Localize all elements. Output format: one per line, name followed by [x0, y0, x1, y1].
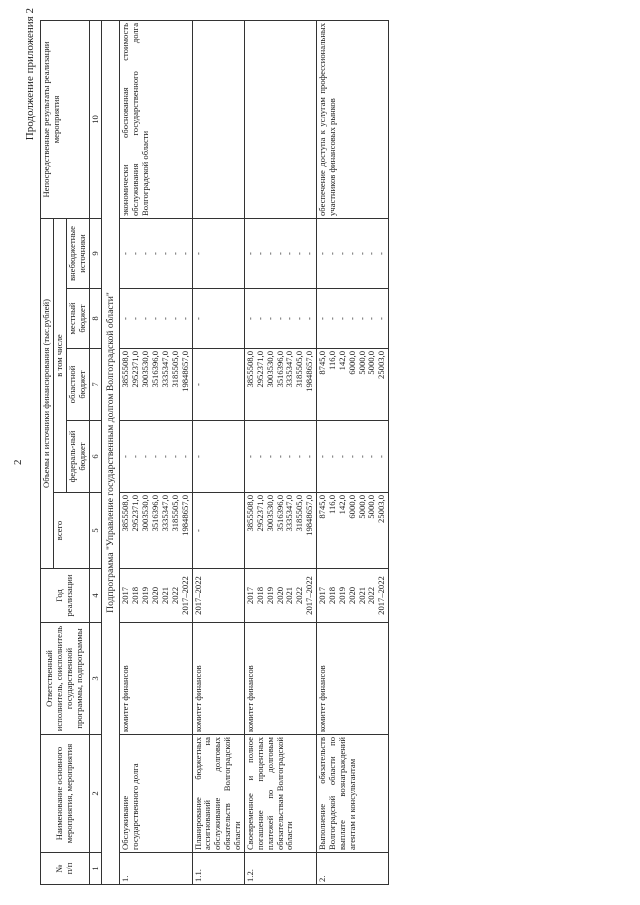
page-number: 2	[12, 459, 24, 465]
row-federal: - - - - - - -	[120, 421, 192, 493]
col-number: 5	[89, 493, 102, 569]
header-total: всего	[53, 493, 89, 569]
row-num: 2.	[317, 853, 389, 885]
row-name: Выполнение обязательств Волгоградской области по выплате вознаграждений агентам и консультантам	[317, 735, 389, 853]
header-responsible: Ответственный исполнитель, соисполнитель государственной программы, подпрограммы	[41, 623, 90, 735]
col-number: 7	[89, 349, 102, 421]
col-number: 9	[89, 218, 102, 288]
header-regional: областной бюджет	[66, 349, 89, 421]
row-result	[192, 20, 244, 218]
row-federal: - - - - - - -	[317, 421, 389, 493]
row-total: 3855508,0 2952371,0 3003530,0 3516396,0 3335347,0 3185505,0 19848657,0	[244, 493, 316, 569]
header-name: Наименование основного мероприятия, мероприятия	[41, 735, 90, 853]
row-name: Своевременное и полное погашение процентных платежей по долговым обязательствам Волгоградской области	[244, 735, 316, 853]
header-extra: внебюджетные источники	[66, 218, 89, 288]
row-local: - - - - - - -	[317, 289, 389, 349]
column-number-row	[89, 20, 102, 884]
row-extra: - - - - - - -	[120, 218, 192, 288]
row-name: Планирование бюджетных ассигнований на обслуживание долговых обязательств Волгоградской области	[192, 735, 244, 853]
col-number: 10	[89, 20, 102, 218]
row-responsible: комитет финансов	[244, 623, 316, 735]
header-row-1	[41, 20, 54, 884]
row-num: 1.2.	[244, 853, 316, 885]
row-extra: - - - - - - -	[317, 218, 389, 288]
subprogram-title: Подпрограмма "Управление государственным долгом Волгоградской области"	[102, 20, 120, 884]
header-funding: Объемы и источники финансирования (тыс.рублей)	[41, 218, 54, 568]
col-number: 3	[89, 623, 102, 735]
row-extra: - - - - - - -	[244, 218, 316, 288]
row-total: -	[192, 493, 244, 569]
col-number: 6	[89, 421, 102, 493]
continuation-note: Продолжение приложения 2	[24, 8, 36, 141]
row-years: 2017–2022	[192, 569, 244, 623]
row-result	[244, 20, 316, 218]
header-num: № п/п	[41, 853, 90, 885]
program-table	[40, 20, 389, 885]
header-including: в том числе	[53, 218, 66, 492]
table-row	[192, 20, 244, 884]
col-number: 4	[89, 569, 102, 623]
row-regional: 3855508,0 2952371,0 3003530,0 3516396,0 3335347,0 3185505,0 19848657,0	[120, 349, 192, 421]
header-local: местный бюджет	[66, 289, 89, 349]
table-row	[244, 20, 316, 884]
row-responsible: комитет финансов	[192, 623, 244, 735]
row-num: 1.1.	[192, 853, 244, 885]
row-local: -	[192, 289, 244, 349]
table-row	[120, 20, 192, 884]
row-years: 2017 2018 2019 2020 2021 2022 2017–2022	[244, 569, 316, 623]
row-federal: -	[192, 421, 244, 493]
row-regional: 3855508,0 2952371,0 3003530,0 3516396,0 3335347,0 3185505,0 19848657,0	[244, 349, 316, 421]
row-name: Обслуживание государственного долга	[120, 735, 192, 853]
row-result: экономически обоснованная стоимость обслуживания государственного долга Волгоградской области	[120, 20, 192, 218]
col-number: 1	[89, 853, 102, 885]
header-federal: федераль-ный бюджет	[66, 421, 89, 493]
row-extra: -	[192, 218, 244, 288]
header-results: Непосредственные результаты реализации мероприятия	[41, 20, 90, 218]
row-responsible: комитет финансов	[317, 623, 389, 735]
row-local: - - - - - - -	[120, 289, 192, 349]
row-total: 8745,0 116,0 142,0 6000,0 5000,0 5000,0 25003,0	[317, 493, 389, 569]
subprogram-row	[102, 20, 120, 884]
row-regional: -	[192, 349, 244, 421]
row-federal: - - - - - - -	[244, 421, 316, 493]
row-responsible: комитет финансов	[120, 623, 192, 735]
col-number: 2	[89, 735, 102, 853]
row-num: 1.	[120, 853, 192, 885]
col-number: 8	[89, 289, 102, 349]
table-row	[317, 20, 389, 884]
row-regional: 8745,0 116,0 142,0 6000,0 5000,0 5000,0 25003,0	[317, 349, 389, 421]
row-years: 2017 2018 2019 2020 2021 2022 2017–2022	[120, 569, 192, 623]
row-local: - - - - - - -	[244, 289, 316, 349]
row-total: 3855508,0 2952371,0 3003530,0 3516396,0 3335347,0 3185505,0 19848657,0	[120, 493, 192, 569]
header-year: Год реализации	[41, 569, 90, 623]
row-years: 2017 2018 2019 2020 2021 2022 2017–2022	[317, 569, 389, 623]
row-result: обеспечение доступа к услугам профессиональных участников финансовых рынков	[317, 20, 389, 218]
